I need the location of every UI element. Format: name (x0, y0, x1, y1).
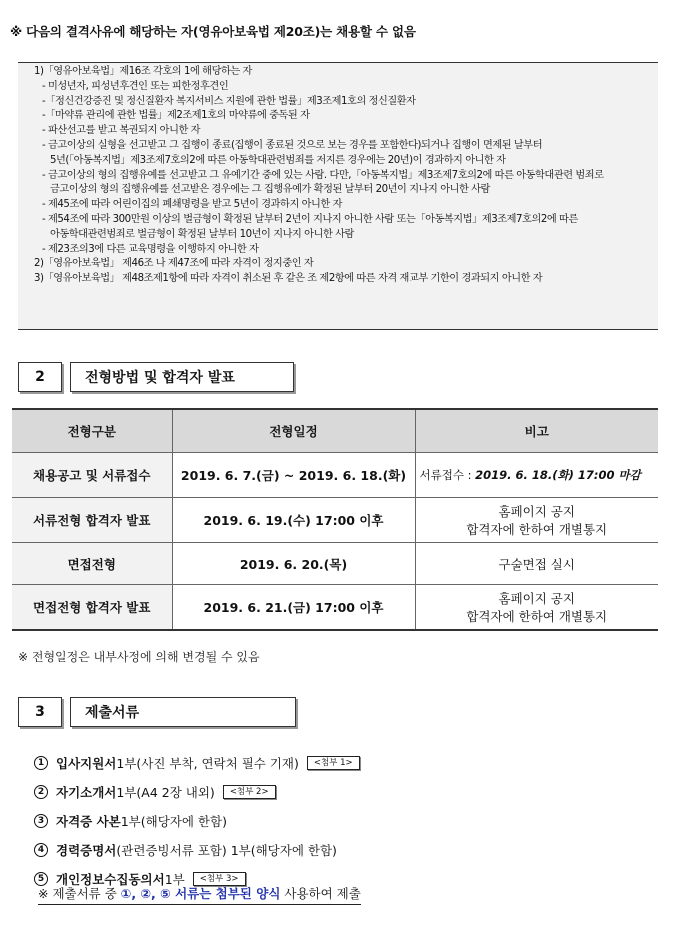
schedule-date: 2019. 6. 7.(금) ~ 2019. 6. 18.(화) (172, 453, 415, 498)
disqualification-item: 3)「영유아보육법」 제48조제1항에 따라 자격이 취소된 후 같은 조 제2항에 따른 자격 재교부 기한이 경과되지 아니한 자 (34, 273, 543, 285)
attachment-tag: <첨부 3> (193, 872, 246, 886)
disqualification-item: - 금고이상의 실형을 선고받고 그 집행이 종료(집행이 종료된 것으로 보는 경우를 포함한다)되거나 집행이 면제된 날부터 (42, 139, 543, 151)
schedule-date: 2019. 6. 21.(금) 17:00 이후 (172, 585, 415, 630)
schedule-category: 채용공고 및 서류접수 (12, 453, 172, 498)
disqualification-box (18, 62, 658, 330)
documents-footnote (38, 884, 361, 905)
schedule-remark (415, 585, 658, 630)
disqualification-item: - 제23조의3에 다른 교육명령을 이행하지 아니한 자 (42, 243, 259, 255)
document-detail: 1부(사진 부착, 연락처 필수 기재) (116, 755, 299, 771)
disqualification-item: - 미성년자, 피성년후견인 또는 피한정후견인 (42, 80, 229, 92)
document-item (34, 777, 360, 806)
section-2-number: 2 (18, 362, 62, 392)
section-3-header (18, 697, 296, 727)
attachment-tag: <첨부 2> (223, 785, 276, 799)
section-3-title: 제출서류 (70, 697, 296, 727)
document-name: 개인정보수집동의서 (56, 871, 165, 887)
schedule-category: 면접전형 합격자 발표 (12, 585, 172, 630)
document-detail: 1부 (164, 871, 185, 887)
section-2-header (18, 362, 294, 392)
remark-text: 구술면접 실시 (498, 556, 575, 572)
remark-text: 홈페이지 공지 (498, 590, 575, 606)
document-detail: 1부(A4 2장 내외) (116, 784, 215, 800)
schedule-row (12, 498, 658, 543)
schedule-date: 2019. 6. 20.(목) (172, 543, 415, 585)
document-detail: (관련증빙서류 포함) 1부(해당자에 한함) (116, 842, 337, 858)
schedule-header-cell: 비고 (415, 409, 658, 453)
remark-line: 합격자에 한하여 개별통지 (466, 608, 608, 624)
schedule-header-cell: 전형구분 (12, 409, 172, 453)
disqualification-item: 5년(「아동복지법」제3조제7호의2에 따른 아동학대관련범죄를 저지른 경우에는 20년)이 경과하지 아니한 자 (50, 154, 506, 166)
remark-text: 홈페이지 공지 (498, 504, 575, 519)
remark-line (420, 589, 655, 607)
schedule-category: 서류전형 합격자 발표 (12, 498, 172, 543)
section-2-title: 전형방법 및 합격자 발표 (70, 362, 294, 392)
disqualification-item: 금고이상의 형의 집행유예를 선고받은 경우에는 그 집행유예가 확정된 날부터 20년이 지나지 아니한 사람 (50, 184, 490, 196)
document-item (34, 748, 360, 777)
documents-list (34, 748, 360, 893)
remark-line (420, 502, 655, 520)
schedule-row (12, 453, 658, 498)
disqualification-item: - 파산선고를 받고 복권되지 아니한 자 (42, 125, 201, 137)
remark-line (420, 467, 655, 483)
disqualification-item: - 제45조에 따라 어린이집의 폐쇄명령을 받고 5년이 경과하지 아니한 자 (42, 199, 342, 211)
disqualification-heading: ※ 다음의 결격사유에 해당하는 자(영유아보육법 제20조)는 채용할 수 없음 (10, 24, 416, 39)
schedule-remark (415, 453, 658, 498)
disqualification-item: 2)「영유아보육법」 제46조 나 제47조에 따라 자격이 정지중인 자 (34, 258, 314, 270)
disqualification-item: -「정신건강증진 및 정신질환자 복지서비스 지원에 관한 법률」제3조제1호의 정신질환자 (42, 95, 416, 107)
attachment-tag: <첨부 1> (307, 756, 360, 770)
footnote-emphasis: ①, ②, ⑤ 서류는 첨부된 양식 (120, 886, 281, 901)
schedule-header-cell: 전형일정 (172, 409, 415, 453)
remark-deadline: 2019. 6. 18.(화) 17:00 마감 (475, 468, 641, 482)
document-name: 자기소개서 (56, 784, 117, 800)
document-number: 5 (34, 872, 48, 886)
document-name: 경력증명서 (56, 842, 117, 858)
document-detail: 1부(해당자에 한함) (120, 813, 227, 829)
document-number: 4 (34, 843, 48, 857)
disqualification-item: - 금고이상의 형의 집행유예를 선고받고 그 유예기간 중에 있는 사람. 다만,「아동복지법」제3조제7호의2에 따른 아동학대관련 범죄로 (42, 169, 604, 181)
remark-text: 서류접수 : (419, 468, 476, 482)
footnote-suffix: 사용하여 제출 (280, 886, 361, 901)
schedule-date: 2019. 6. 19.(수) 17:00 이후 (172, 498, 415, 543)
document-name: 입사지원서 (56, 755, 117, 771)
document-item (34, 806, 360, 835)
document-item (34, 835, 360, 864)
document-number: 3 (34, 814, 48, 828)
schedule-category: 면접전형 (12, 543, 172, 585)
disqualification-item: 아동학대관련범죄로 벌금형이 확정된 날부터 10년이 지나지 아니한 사람 (50, 228, 354, 240)
disqualification-list (18, 63, 658, 287)
disqualification-item: 1)「영유아보육법」제16조 각호의 1에 해당하는 자 (34, 66, 252, 77)
document-number: 2 (34, 785, 48, 799)
schedule-remark (415, 543, 658, 585)
remark-line: 합격자에 한하여 개별통지 (466, 522, 608, 537)
remark-line (420, 555, 655, 573)
schedule-row (12, 585, 658, 630)
schedule-table (12, 408, 658, 631)
document-name: 자격증 사본 (56, 813, 121, 829)
schedule-header-row (12, 409, 658, 453)
schedule-note: ※ 전형일정은 내부사정에 의해 변경될 수 있음 (18, 650, 260, 664)
disqualification-item: -「마약류 관리에 관한 법률」제2조제1호의 마약류에 중독된 자 (42, 110, 310, 122)
footnote-prefix: ※ 제출서류 중 (38, 886, 121, 901)
document-number: 1 (34, 756, 48, 770)
section-3-number: 3 (18, 697, 62, 727)
disqualification-item: - 제54조에 따라 300만원 이상의 벌금형이 확정된 날부터 2년이 지나지 아니한 사람 또는「아동복지법」제3조제7호의2에 따른 (42, 213, 578, 225)
schedule-remark (415, 498, 658, 543)
schedule-row (12, 543, 658, 585)
